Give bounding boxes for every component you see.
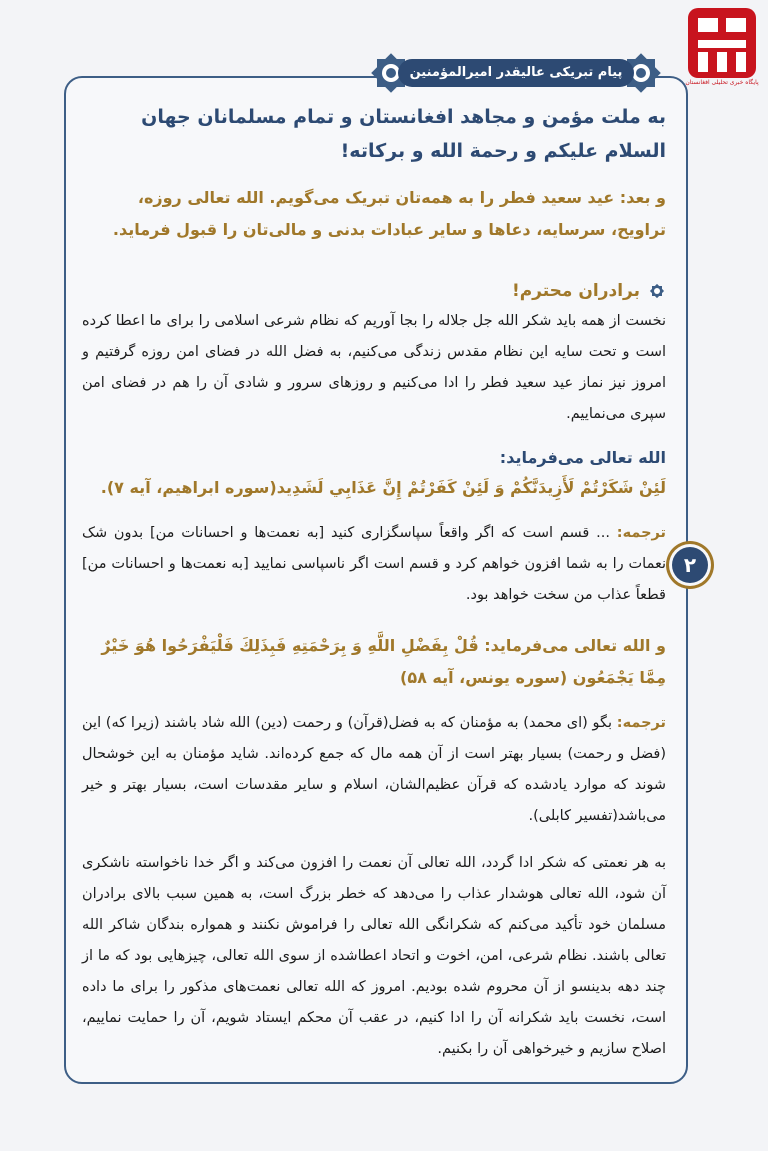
verse-2-text: و الله تعالی می‌فرماید: قُلْ بِفَضْلِ اللَّهِ وَ بِرَحْمَتِهِ فَبِذَلِكَ فَلْيَفْرَحُوا هُوَ خَيْرٌ مِمَّا يَجْمَعُون (سوره یونس، آیه ۵۸)	[101, 636, 666, 687]
closing-paragraph: به هر نعمتی که شکر ادا گردد، الله تعالی آن نعمت را افزون می‌کند و اگر خدا ناخواسته ناشکری آن شود، الله تعالی هوشدار عذاب را می‌دهد که خطر بزرگ است، به همین سبب بالای برادران مسلمان خود تأکید می‌کنم که شکرانگی الله تعالی را فراموش نکنند و همواره بندگان شاکر الله تعالی باشند. نظام شرعی، امن، اخوت و اتحاد اعطاشده از سوی الله تعالی، چیزهایی بود که ما از چند دهه بدینسو از آن محروم شده بودیم. امروز که الله تعالی نعمت‌های مذکور را برای ما داده است، نخست باید شکرانه آن را ادا کنیم، در عقب آن محکم ایستاد شویم، آن را حمایت نماییم، اصلاح سازیم و خیرخواهی آن را بکنیم.	[82, 855, 666, 1057]
verse-1-text: لَئِنْ شَكَرْتُمْ لَأَزِيدَنَّكُمْ وَ لَئِنْ كَفَرْتُمْ إِنَّ عَذَابِي لَشَدِيد(سوره ابراهیم، آیه ۷).	[100, 478, 666, 497]
translation-1-label: ترجمه:	[616, 525, 666, 541]
header-title: پیام تبریکی عالیقدر امیرالمؤمنین	[398, 59, 634, 87]
header-banner	[368, 50, 664, 96]
news-logo-icon	[682, 4, 762, 90]
translation-2-text: بگو (ای محمد) به مؤمنان که به فضل(قرآن) و رحمت (دین) الله شاد باشند (زیرا که) این (فضل و رحمت) بسیار بهتر است از آن همه مال که جمع کرده‌اند. شاید مؤمنان به این خوشحال شوند که موارد یادشده که قرآن عظیم‌الشان، اسلام و سایر مقدسات است، بسیار بهتر و خیر می‌باشد(تفسیر کابلی).	[82, 715, 666, 824]
section-paragraph: نخست از همه باید شکر الله جل جلاله را بجا آوریم که نظام شرعی اسلامی را برای ما اعطا کرده است و تحت سایه این نظام مقدس زندگی می‌کنیم، به فضل الله در فضای امن روزه گرفتیم و امروز نیز نماز عید سعید فطر را ادا می‌کنیم و روزهای سرور و شادی آن را هم در فضای امن سپری می‌نماییم.	[82, 313, 666, 422]
section-heading	[82, 276, 666, 306]
page-number: ۲	[683, 553, 697, 577]
greeting-line-2: السلام علیکم و رحمة الله و برکاته!	[340, 140, 666, 162]
translation-2	[82, 708, 666, 832]
translation-1-text: ... قسم است که اگر واقعاً سپاسگزاری کنید [به نعمت‌ها و احسانات من] بدون شک نعمات را به شما افزون خواهم کرد و قسم است اگر ناسپاسی نمایید [به نعمت‌ها و احسانات من] قطعاً عذاب من سخت خواهد بود.	[82, 525, 666, 603]
logo-caption: پایگاه خبری تحلیلی افغانستان	[685, 79, 759, 86]
greeting-line-1: به ملت مؤمن و مجاهد افغانستان و تمام مسلمانان جهان	[141, 106, 666, 128]
intro-paragraph: و بعد: عید سعید فطر را به همه‌تان تبریک می‌گویم. الله تعالی روزه، تراویح، سرسایه، دعاها و سایر عبادات بدنی و مالی‌تان را قبول فرماید.	[112, 188, 666, 239]
translation-2-label: ترجمه:	[616, 715, 666, 731]
verse-1-intro: الله تعالی می‌فرماید:	[499, 448, 666, 467]
flower-ornament-icon	[648, 282, 666, 300]
translation-1	[82, 518, 666, 611]
section-heading-text: برادران محترم!	[511, 281, 640, 301]
greeting	[82, 100, 666, 168]
